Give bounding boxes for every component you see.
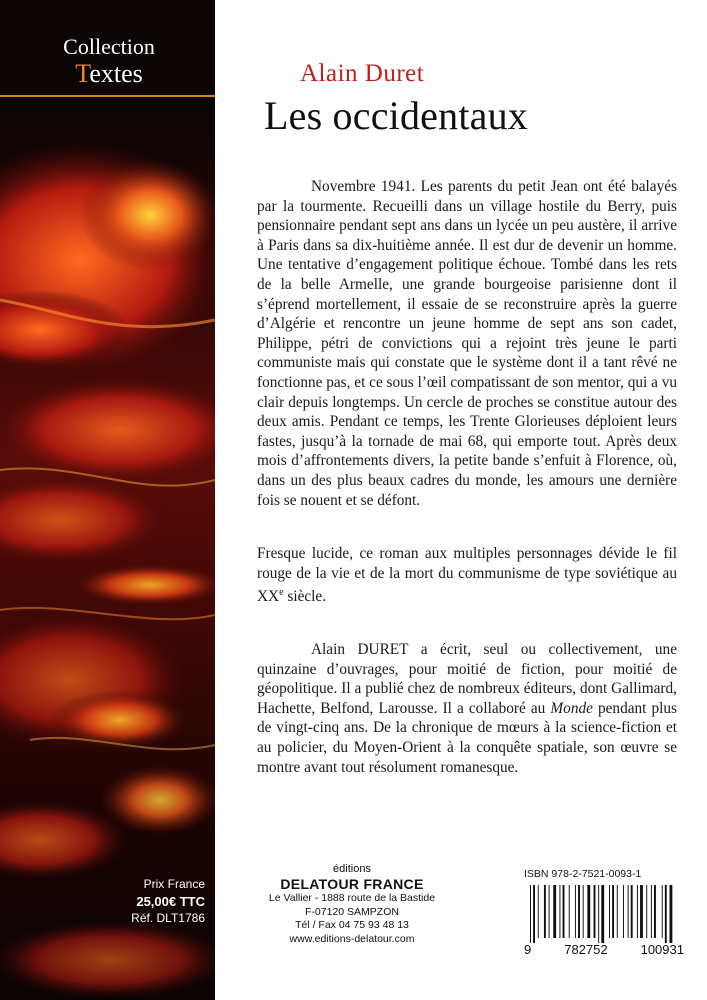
barcode-digit-group: 100931 [640, 942, 684, 957]
author-name: Alain Duret [300, 60, 425, 87]
publisher-name: DELATOUR FRANCE [280, 876, 424, 892]
barcode-image [524, 885, 684, 943]
isbn-label: ISBN 978-2-7521-0093-1 [524, 868, 642, 880]
summary-text-end: siècle. [283, 588, 327, 606]
series-initial: T [75, 59, 90, 88]
publisher-address-line1: Le Vallier - 1888 route de la Bastide [268, 892, 436, 904]
barcode-digit-group: 782752 [564, 942, 608, 957]
price-label: Prix France [143, 877, 205, 891]
barcode-digits [524, 942, 684, 957]
publisher-website: www.editions-delatour.com [289, 932, 415, 945]
orange-divider [0, 95, 215, 97]
book-title: Les occidentaux [264, 93, 528, 138]
reference-number: Réf. DLT1786 [131, 911, 205, 925]
collection-label [14, 34, 204, 88]
publisher-editions-label: éditions [333, 863, 371, 875]
price-block [60, 876, 205, 927]
collection-series-name [14, 60, 204, 88]
series-rest: extes [89, 59, 143, 88]
summary-paragraph [257, 544, 677, 607]
century-superscript: e [279, 587, 284, 599]
synopsis-paragraph: Novembre 1941. Les parents du petit Jean ont été balayés par la tourmente. Recueilli dans un village hostile du Berry, puis pensionnaire pendant sept ans dans un lycée un peu austère, il arrive à Paris dans sa dix-huitième année. Il est dur de devenir un homme. Une tentative d’engagement politique échoue. Tombé dans les rets de la belle Armelle, une grande bourgeoise parisienne dont il s’éprend mortellement, il essaie de se reconstruire après la guerre d’Algérie et rencontre un jeune homme de sept ans son cadet, Philippe, pétri de convictions qui a rejoint très jeune le parti communiste mais qui constate que le système dont il a tant rêvé ne fonctionne pas, et ce sous l’œil compatissant de son mentor, qui a vu clair depuis longtemps. Un cercle de proches se constitue autour des deux amis. Pendant ce temps, les Trente Glorieuses déploient leurs fastes, jusqu’à la tornade de mai 68, qui emporte tout. Après deux mois d’affrontements divers, la petite bande s’enfuit à Florence, où, dans un des plus beaux cadres du monde, les amours une dernière fois se nouent et se défont. [257, 178, 677, 509]
abstract-painting-image [0, 0, 215, 1000]
summary-text: Fresque lucide, ce roman aux multiples personnages dévide le fil rouge de la vie et de la mort du communisme de type soviétique au XX [257, 545, 677, 606]
barcode-digit-group: 9 [524, 942, 532, 957]
bio-text: Alain DURET a écrit, seul ou collectivement, une quinzaine d’ouvrages, pour moitié de fiction, pour moitié de géopolitique. Il a publié chez de nombreux éditeurs, dont Gallimard, Hachette, Belfond, Larousse. Il a collaboré au [257, 641, 677, 717]
collection-word: Collection [63, 34, 155, 59]
bio-text-end: pendant plus de vingt-cinq ans. De la chronique de mœurs à la science-fiction et au policier, du Moyen-Orient à la conquête spatiale, son œuvre se montre avant tout résolument romanesque. [257, 699, 678, 776]
publisher-block [262, 863, 442, 946]
author-bio-paragraph [257, 640, 677, 777]
publisher-address-line2: F-07120 SAMPZON [305, 905, 399, 918]
cover-painting-strip [0, 0, 215, 1000]
price-amount: 25,00€ TTC [136, 894, 205, 909]
publisher-phone: Tél / Fax 04 75 93 48 13 [295, 919, 409, 931]
bio-newspaper-name: Monde [550, 699, 593, 717]
